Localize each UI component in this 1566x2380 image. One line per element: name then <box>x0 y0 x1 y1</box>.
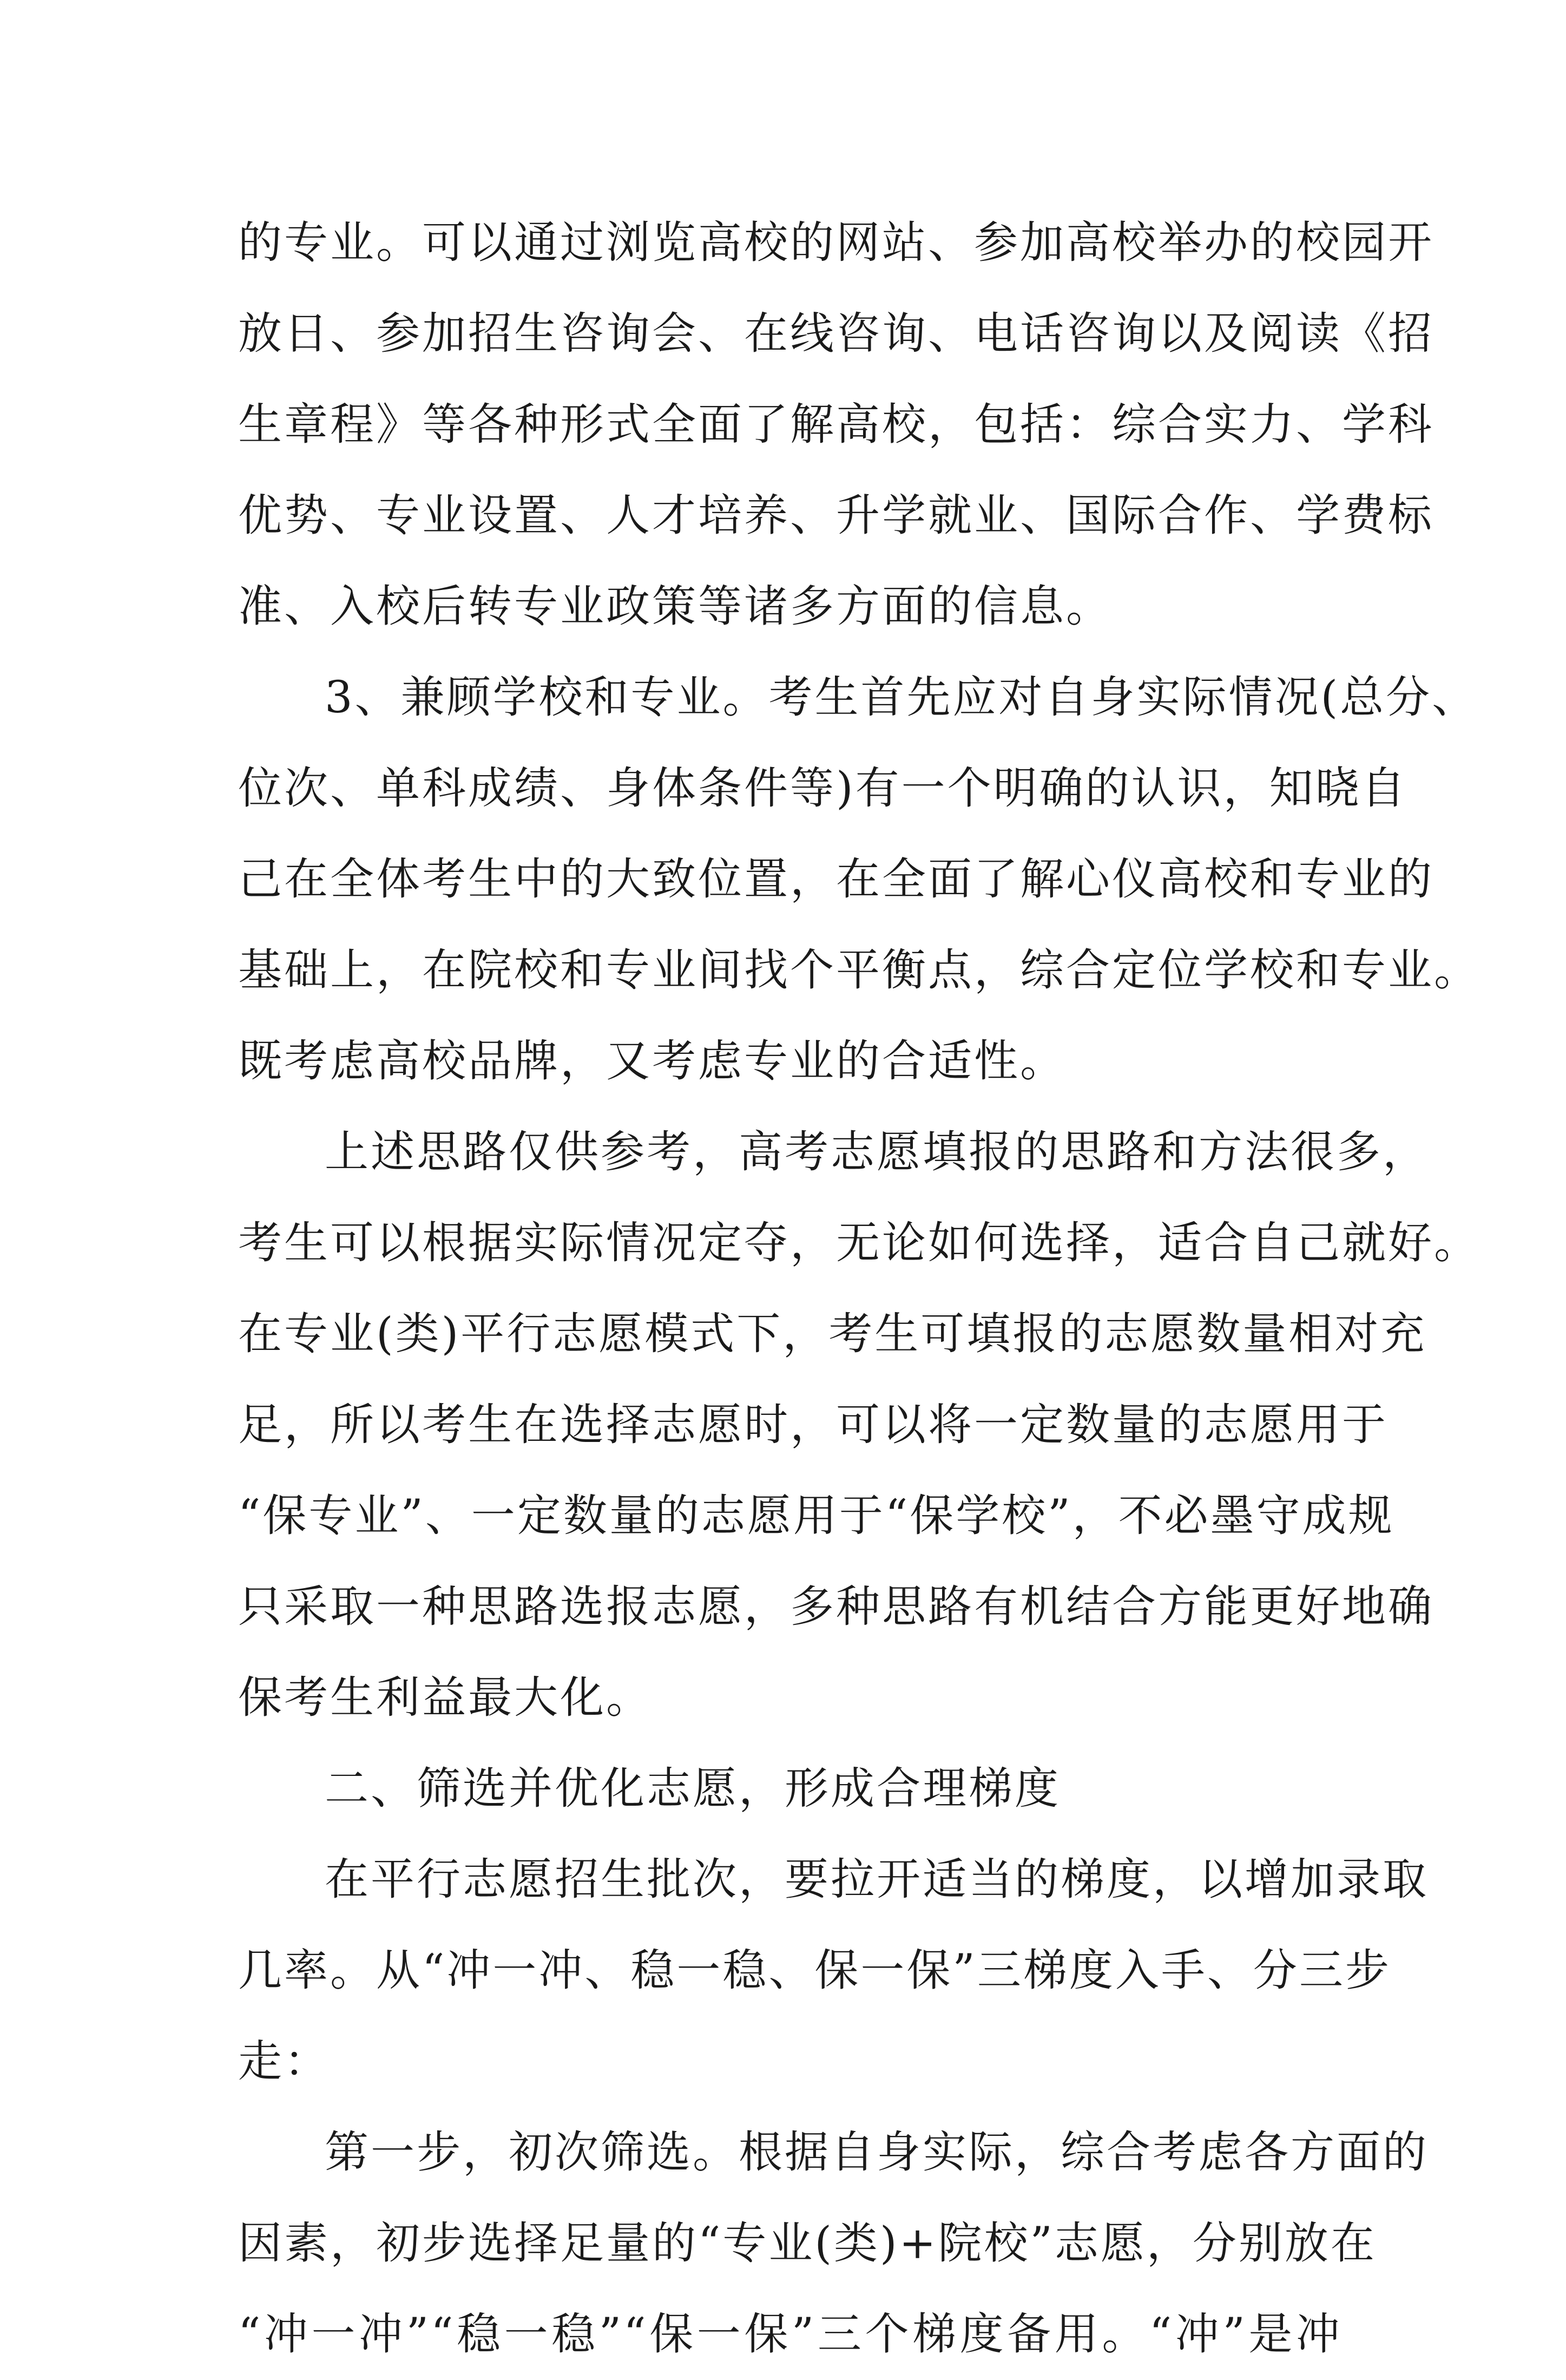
text-line: 优势、专业设置、人才培养、升学就业、国际合作、学费标 <box>238 490 1435 541</box>
text-line: 走： <box>238 2036 331 2087</box>
text-line: 生章程》等各种形式全面了解高校，包括：综合实力、学科 <box>238 399 1435 450</box>
body-text <box>238 198 1481 2380</box>
text-line: 因素，初步选择足量的“专业(类)+院校”志愿，分别放在 <box>238 2218 1377 2269</box>
section-heading: 二、筛选并优化志愿，形成合理梯度 <box>325 1763 1061 1814</box>
text-line: 第一步，初次筛选。根据自身实际，综合考虑各方面的 <box>325 2127 1429 2178</box>
text-line: “保专业”、一定数量的志愿用于“保学校”，不必墨守成规 <box>238 1491 1394 1542</box>
text-line: 放日、参加招生咨询会、在线咨询、电话咨询以及阅读《招 <box>238 309 1435 359</box>
text-line: 位次、单科成绩、身体条件等)有一个明确的认识，知晓自 <box>238 763 1407 814</box>
text-line: 保考生利益最大化。 <box>238 1673 653 1723</box>
text-line: 只采取一种思路选报志愿，多种思路有机结合方能更好地确 <box>238 1582 1435 1632</box>
text-line: 准、入校后转专业政策等诸多方面的信息。 <box>238 581 1113 632</box>
text-line: 己在全体考生中的大致位置，在全面了解心仪高校和专业的 <box>238 854 1435 905</box>
text-line: 几率。从“冲一冲、稳一稳、保一保”三梯度入手、分三步 <box>238 1945 1391 1996</box>
text-line: 既考虑高校品牌，又考虑专业的合适性。 <box>238 1036 1067 1087</box>
text-line: 3、兼顾学校和专业。考生首先应对自身实际情况(总分、 <box>325 672 1478 723</box>
text-line: 的专业。可以通过浏览高校的网站、参加高校举办的校园开 <box>238 218 1435 268</box>
text-line: 在专业(类)平行志愿模式下，考生可填报的志愿数量相对充 <box>238 1309 1427 1360</box>
text-line: “冲一冲”“稳一稳”“保一保”三个梯度备用。“冲”是冲 <box>238 2309 1342 2360</box>
text-line: 基础上，在院校和专业间找个平衡点，综合定位学校和专业。 <box>238 945 1481 996</box>
text-line: 考生可以根据实际情况定夺，无论如何选择，适合自己就好。 <box>238 1218 1481 1269</box>
text-line: 上述思路仅供参考，高考志愿填报的思路和方法很多， <box>325 1127 1429 1178</box>
text-line: 足，所以考生在选择志愿时，可以将一定数量的志愿用于 <box>238 1400 1389 1451</box>
text-line: 在平行志愿招生批次，要拉开适当的梯度，以增加录取 <box>325 1854 1429 1905</box>
